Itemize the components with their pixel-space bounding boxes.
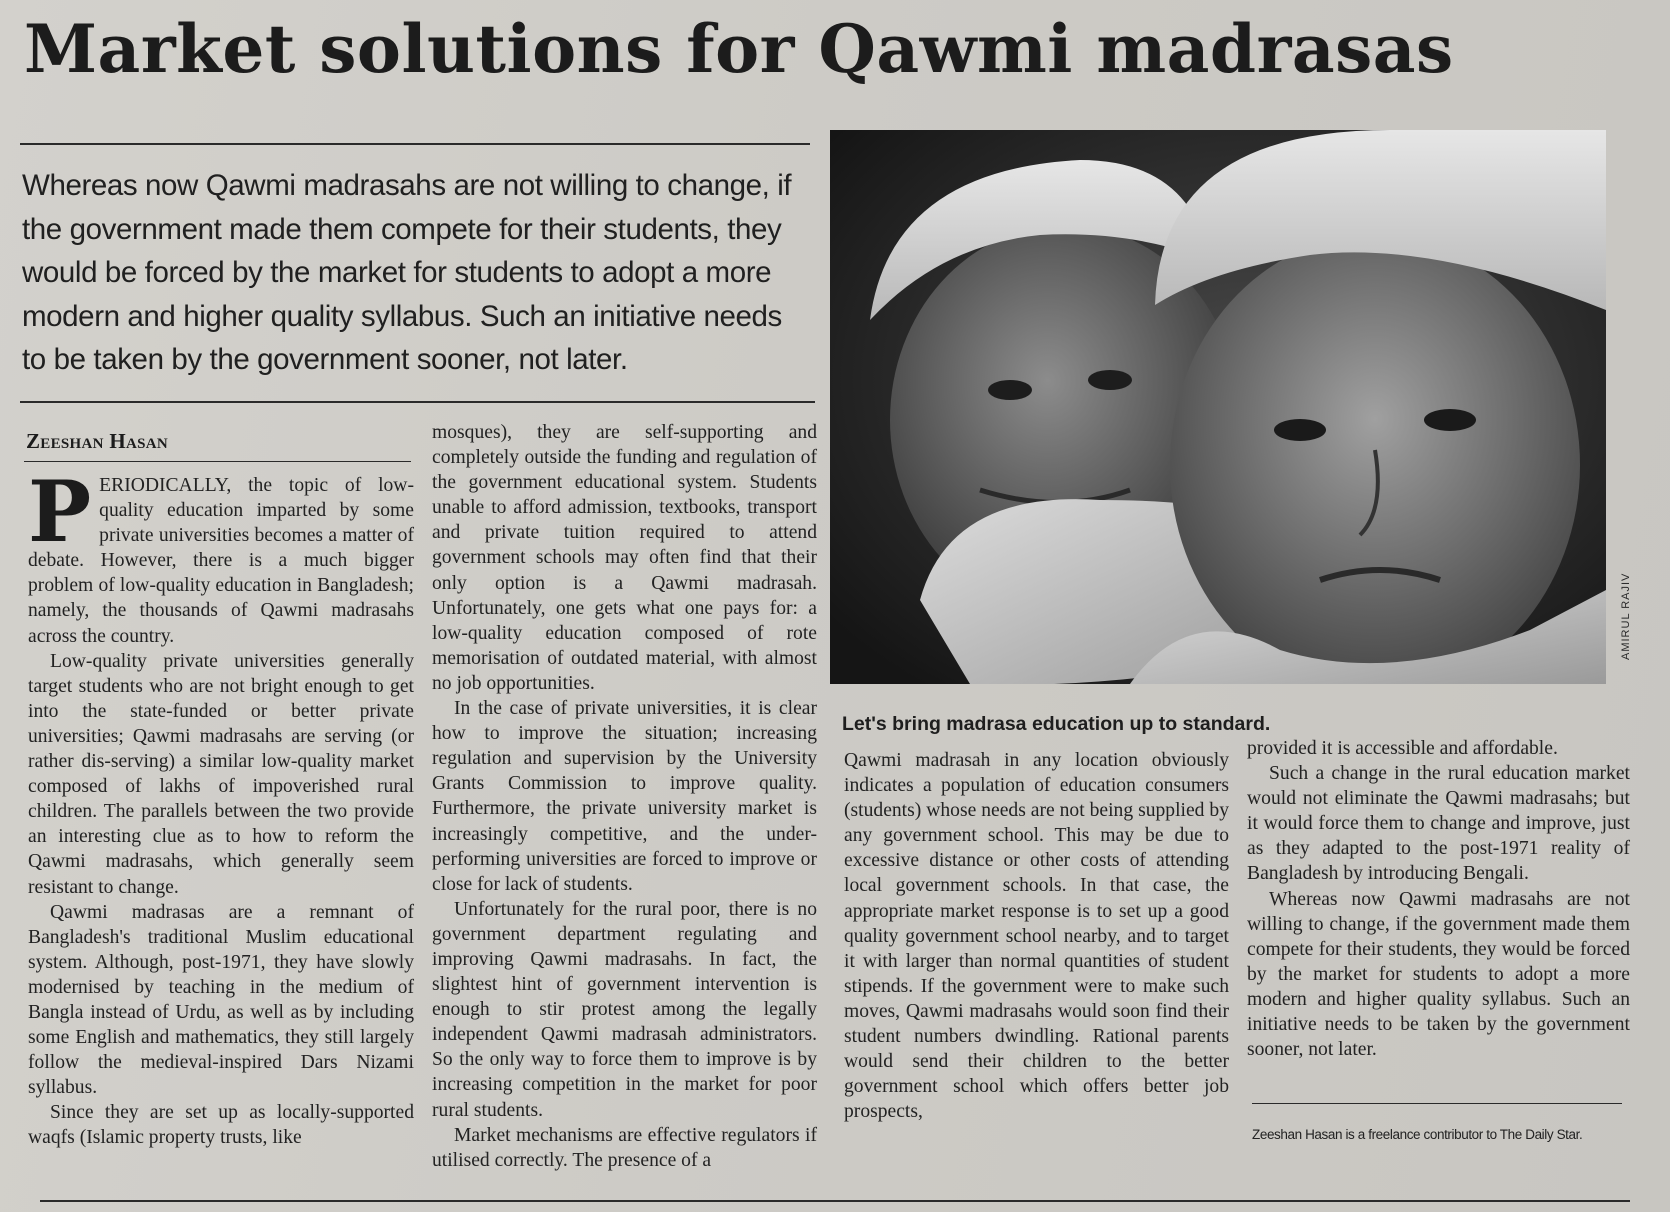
col1-paragraph-4: Since they are set up as locally-supported waqfs (Islamic property trusts, like <box>28 1102 414 1149</box>
col1-paragraph-2: Low-quality private universities generally target students who are not bright enough to get into the state-funded or better private universities; Qawmi madrasahs are serving (or rather dis-serving) a similar low-quality market composed of lakhs of impoverished rural children. The parallels between the two provide an interesting clue as to how to reform the Qawmi madrasahs, which generally seem resistant to change. <box>28 650 414 898</box>
author-bio: Zeeshan Hasan is a freelance contributor to The Daily Star. <box>1252 1127 1583 1142</box>
byline: Zeeshan Hasan <box>26 429 169 453</box>
drop-cap: P <box>28 462 92 561</box>
col2-paragraph-3: Unfortunately for the rural poor, there is no government department regulating and improving Qawmi madrasahs. In fact, the slightest hint of government intervention is enough to stir protest among the legally independent Qawmi madrasah administrators. So the only way to force them to improve is by increasing competition in the market for poor rural students. <box>432 898 817 1121</box>
bio-rule <box>1252 1103 1622 1104</box>
col4-paragraph-1: provided it is accessible and affordable. <box>1247 738 1558 759</box>
photo-credit: AMIRUL RAJIV <box>1620 572 1632 660</box>
col1-paragraph-1-text: ERIODICALLY, the topic of low-quality education imparted by some private universities becomes a matter of debate. However, there is a much bigger problem of low-quality education in Bangladesh; namely, the thousands of Qawmi madrasahs across the country. <box>28 475 414 647</box>
col1-paragraph-3: Qawmi madrasas are a remnant of Bangladesh's traditional Muslim educational system. Although, post-1971, they have slowly modernised by teaching in the medium of Bangla instead of Urdu, as well as by including some English and mathematics, they still largely follow the medieval-inspired Dars Nizami syllabus. <box>28 901 414 1099</box>
headline: Market solutions for Qawmi madrasas <box>24 10 1454 88</box>
col3-paragraph-1: Qawmi madrasah in any location obviously indicates a population of education consumers (students) whose needs are not being supplied by any government school. This may be due to excessive distance or other costs of attending local government schools. In that case, the appropriate market response is to set up a good quality government school nearby, and to target it with larger than normal quantities of student stipends. If the government were to make such moves, Qawmi madrasahs would soon find their student numbers dwindling. Rational parents would send their children to the better government school which offers better job prospects, <box>844 750 1229 1123</box>
standfirst: Whereas now Qawmi madrasahs are not willing to change, if the government made them compete for their students, they would be forced by the market for students to adopt a more modern and higher quality syllabus. Such an initiative needs to be taken by the government sooner, not later. <box>22 169 792 376</box>
article-column-1 <box>28 462 414 1151</box>
col2-paragraph-4: Market mechanisms are effective regulators if utilised correctly. The presence of a <box>432 1124 817 1171</box>
article-photo <box>830 130 1606 684</box>
photo-caption: Let's bring madrasa education up to standard. <box>842 713 1271 735</box>
col2-paragraph-2: In the case of private universities, it is clear how to improve the situation; increasing regulation and supervision by the University Grants Commission to improve quality. Furthermore, the private university market is increasingly competitive, and the under-performing universities are forced to improve or close for lack of students. <box>432 698 817 895</box>
col1-paragraph-1 <box>28 462 414 649</box>
page-bottom-rule <box>40 1200 1630 1202</box>
col4-paragraph-3: Whereas now Qawmi madrasahs are not willing to change, if the government made them compete for their students, they would be forced by the market for students to adopt a more modern and higher quality syllabus. Such an initiative needs to be taken by the government sooner, not later. <box>1247 888 1630 1061</box>
col2-paragraph-1: mosques), they are self-supporting and completely outside the funding and regulation of the government educational system. Students unable to afford admission, textbooks, transport and private tuition required to attend government schools may often find that their only option is a Qawmi madrasah. Unfortunately, one gets what one pays for: a low-quality education composed of rote memorisation of outdated material, with almost no job opportunities. <box>432 422 817 694</box>
col4-paragraph-2: Such a change in the rural education market would not eliminate the Qawmi madrasahs; but it would force them to change and improve, just as they adapted to the post-1971 reality of Bangladesh by introducing Bengali. <box>1247 763 1630 885</box>
article-column-4 <box>1247 736 1630 1062</box>
article-column-3 <box>844 748 1229 1124</box>
standfirst-top-rule <box>20 143 810 145</box>
standfirst-bottom-rule <box>20 401 815 403</box>
photo-two-boys-in-prayer-caps <box>830 130 1606 684</box>
article-column-2 <box>432 420 817 1173</box>
